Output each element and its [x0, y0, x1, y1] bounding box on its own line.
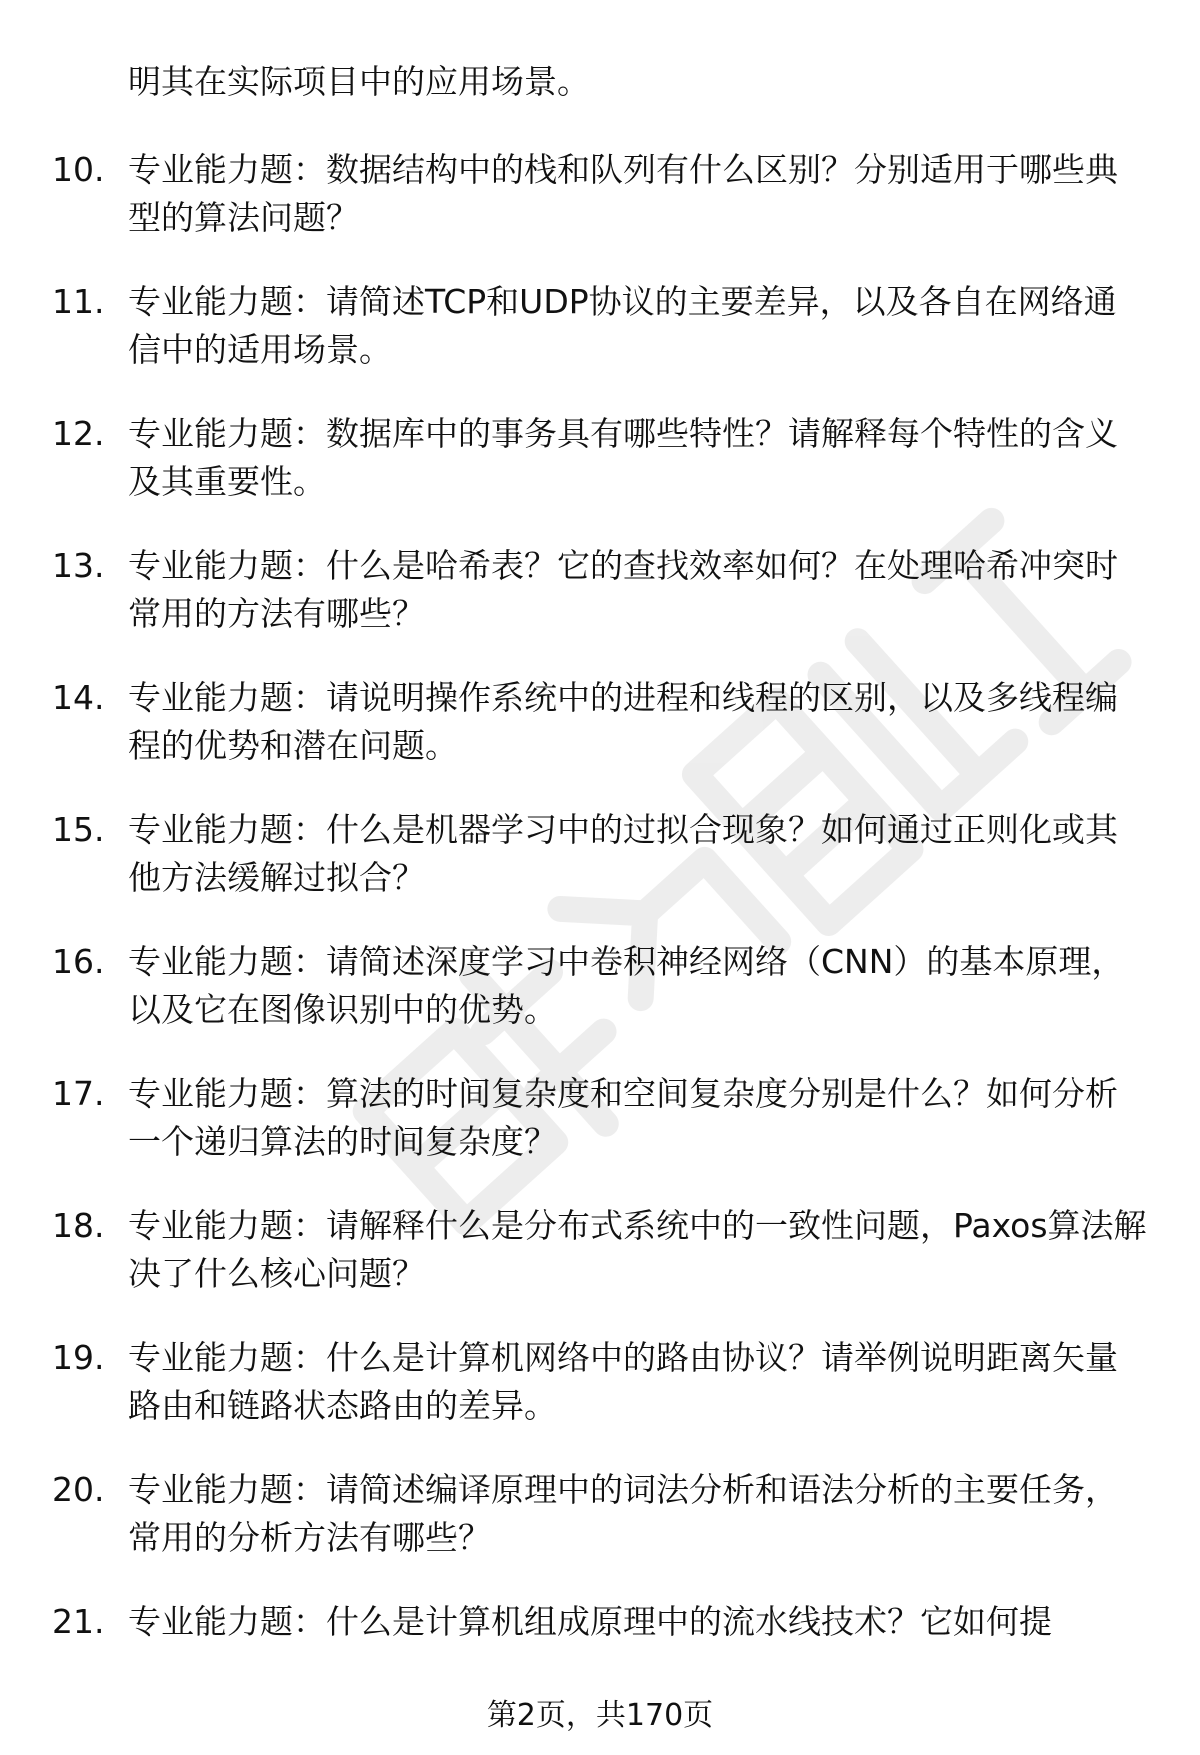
question-item: [0, 542, 1200, 674]
question-item: [0, 278, 1200, 410]
question-text: 专业能力题：什么是机器学习中的过拟合现象？如何通过正则化或其他方法缓解过拟合？: [128, 810, 1118, 897]
question-number: 10.: [52, 150, 105, 189]
question-item: [0, 1466, 1200, 1598]
question-number: 14.: [52, 678, 105, 717]
question-text: 专业能力题：算法的时间复杂度和空间复杂度分别是什么？如何分析一个递归算法的时间复杂度？: [128, 1074, 1118, 1161]
question-number: 15.: [52, 810, 105, 849]
question-text: 专业能力题：请解释什么是分布式系统中的一致性问题，Paxos算法解决了什么核心问题？: [128, 1206, 1147, 1293]
question-number: 17.: [52, 1074, 105, 1113]
question-number: 11.: [52, 282, 105, 321]
question-item: [0, 1202, 1200, 1334]
question-list: [0, 146, 1200, 1730]
question-item: [0, 1334, 1200, 1466]
question-text: 专业能力题：请简述编译原理中的词法分析和语法分析的主要任务，常用的分析方法有哪些？: [128, 1470, 1118, 1557]
question-text: 专业能力题：什么是哈希表？它的查找效率如何？在处理哈希冲突时常用的方法有哪些？: [128, 546, 1118, 633]
question-item: [0, 146, 1200, 278]
question-number: 16.: [52, 942, 105, 981]
question-text: 专业能力题：请说明操作系统中的进程和线程的区别，以及多线程编程的优势和潜在问题。: [128, 678, 1118, 765]
question-number: 21.: [52, 1602, 105, 1641]
question-item: [0, 938, 1200, 1070]
question-item: [0, 410, 1200, 542]
question-text: 专业能力题：什么是计算机组成原理中的流水线技术？它如何提: [128, 1602, 1052, 1641]
question-item: [0, 1070, 1200, 1202]
question-text: 专业能力题：请简述深度学习中卷积神经网络（CNN）的基本原理，以及它在图像识别中的优势。: [128, 942, 1125, 1029]
question-item: [0, 806, 1200, 938]
question-number: 20.: [52, 1470, 105, 1509]
question-text: 专业能力题：请简述TCP和UDP协议的主要差异，以及各自在网络通信中的适用场景。: [128, 282, 1117, 369]
question-number: 13.: [52, 546, 105, 585]
page-footer: [0, 1696, 1200, 1736]
continuation-text: 明其在实际项目中的应用场景。: [128, 62, 590, 101]
question-number: 18.: [52, 1206, 105, 1245]
question-text: 专业能力题：数据库中的事务具有哪些特性？请解释每个特性的含义及其重要性。: [128, 414, 1118, 501]
question-text: 专业能力题：什么是计算机网络中的路由协议？请举例说明距离矢量路由和链路状态路由的差异。: [128, 1338, 1118, 1425]
question-text: 专业能力题：数据结构中的栈和队列有什么区别？分别适用于哪些典型的算法问题？: [128, 150, 1118, 237]
question-number: 12.: [52, 414, 105, 453]
question-number: 19.: [52, 1338, 105, 1377]
page-number-label: 第2页，共170页: [486, 1698, 714, 1733]
question-item: [0, 674, 1200, 806]
